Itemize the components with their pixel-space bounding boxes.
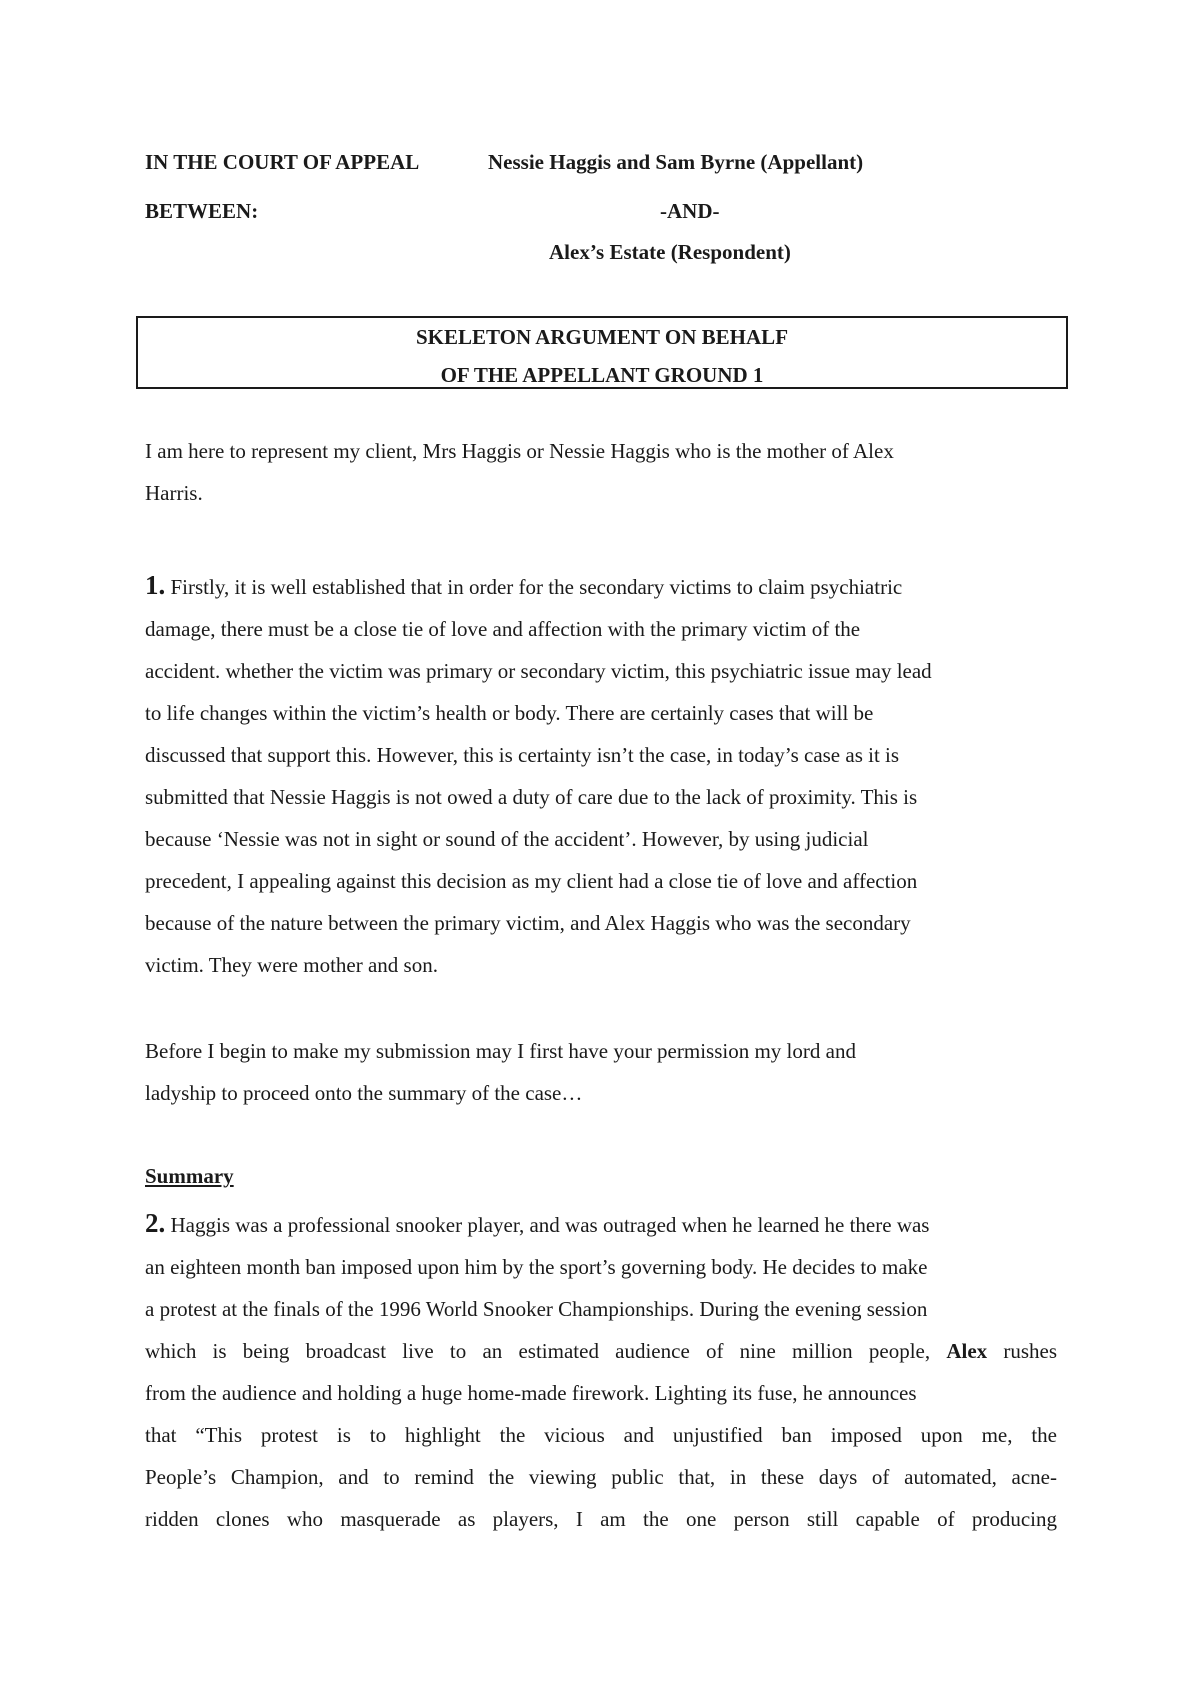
- para1-line-2: damage, there must be a close tie of love and affection with the primary victim of the: [145, 617, 861, 641]
- para2-line-7: People’s Champion, and to remind the viewing public that, in these days of automated, acne-: [145, 1465, 1057, 1489]
- para2-line-4: [145, 1330, 1057, 1372]
- para1-line-7: because ‘Nessie was not in sight or sound of the accident’. However, by using judicial: [145, 827, 869, 851]
- title-line-1: SKELETON ARGUMENT ON BEHALF: [415, 325, 789, 349]
- intro-paragraph: [145, 430, 1057, 514]
- para1-line-1: Firstly, it is well established that in order for the secondary victims to claim psychiatric: [165, 575, 903, 599]
- respondent-name: Alex’s Estate (Respondent): [549, 240, 791, 264]
- permission-paragraph: [145, 1030, 1057, 1114]
- para1-first-line: [145, 564, 1057, 608]
- para2-first-line: [145, 1202, 1057, 1246]
- para2-line-3: a protest at the finals of the 1996 World Snooker Championships. During the evening session: [145, 1297, 928, 1321]
- title-line-2: OF THE APPELLANT GROUND 1: [440, 363, 764, 387]
- para2-line-6: that “This protest is to highlight the vicious and unjustified ban imposed upon me, the: [145, 1423, 1057, 1447]
- appellant-name: Nessie Haggis and Sam Byrne (Appellant): [488, 150, 864, 174]
- para2-line-8: ridden clones who masquerade as players, I am the one person still capable of producing: [145, 1507, 1057, 1531]
- para2-number: 2.: [145, 1208, 166, 1238]
- para1-line-3: accident. whether the victim was primary or secondary victim, this psychiatric issue may lead: [145, 659, 932, 683]
- para1-number: 1.: [145, 570, 166, 600]
- para1-line-9: because of the nature between the primary victim, and Alex Haggis who was the secondary: [145, 911, 911, 935]
- court-name: IN THE COURT OF APPEAL: [145, 150, 420, 174]
- permission-line-2: ladyship to proceed onto the summary of the case…: [145, 1081, 583, 1105]
- between-label: BETWEEN:: [145, 199, 259, 223]
- para2-line-2: an eighteen month ban imposed upon him by the sport’s governing body. He decides to make: [145, 1255, 928, 1279]
- para1-line-4: to life changes within the victim’s health or body. There are certainly cases that will be: [145, 701, 874, 725]
- para2-line-1: Haggis was a professional snooker player, and was outraged when he learned he there was: [165, 1213, 930, 1237]
- para1-line-5: discussed that support this. However, this is certainty isn’t the case, in today’s case as it is: [145, 743, 900, 767]
- summary-heading: Summary: [145, 1164, 234, 1188]
- and-separator: -AND-: [660, 199, 720, 223]
- para2-line-4-after: rushes: [1003, 1339, 1058, 1363]
- permission-line-1: Before I begin to make my submission may I first have your permission my lord and: [145, 1039, 856, 1063]
- intro-line-1: I am here to represent my client, Mrs Haggis or Nessie Haggis who is the mother of Alex: [145, 439, 894, 463]
- para2-line-4-before: which is being broadcast live to an estimated audience of nine million people,: [145, 1339, 931, 1363]
- title-box: [136, 316, 1068, 389]
- intro-line-2: Harris.: [145, 481, 203, 505]
- paragraph-2: [145, 1202, 1057, 1540]
- para2-line-5: from the audience and holding a huge home-made firework. Lighting its fuse, he announces: [145, 1381, 917, 1405]
- paragraph-1: [145, 564, 1057, 986]
- para1-line-8: precedent, I appealing against this decision as my client had a close tie of love and affection: [145, 869, 918, 893]
- para1-line-6: submitted that Nessie Haggis is not owed a duty of care due to the lack of proximity. This is: [145, 785, 918, 809]
- para1-line-10: victim. They were mother and son.: [145, 953, 438, 977]
- para2-alex-bold: Alex: [946, 1339, 988, 1363]
